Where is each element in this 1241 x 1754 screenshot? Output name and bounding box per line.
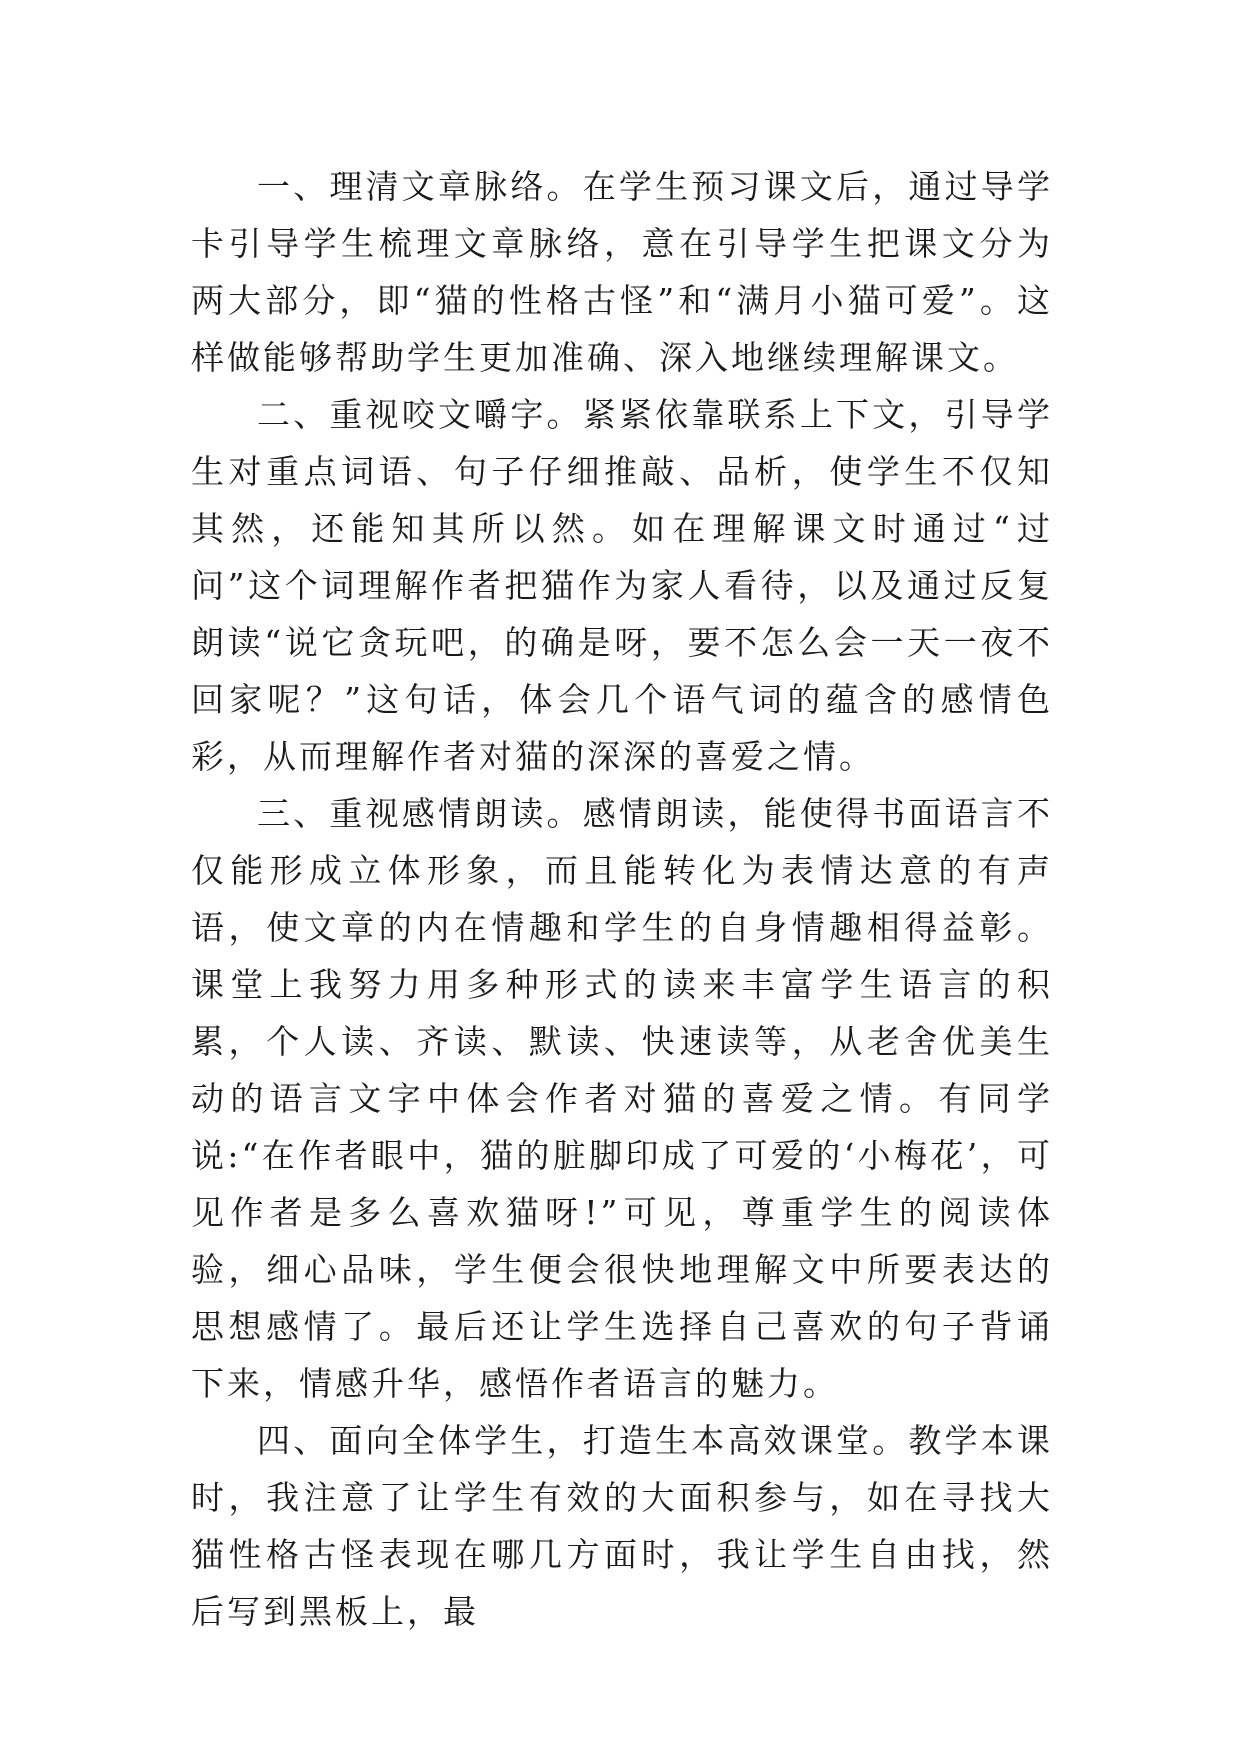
paragraph-3: 三、重视感情朗读。感情朗读，能使得书面语言不仅能形成立体形象，而且能转化为表情达意的有声语，使文章的内在情趣和学生的自身情趣相得益彰。课堂上我努力用多种形式的读来丰富学生语言的积累，个人读、齐读、默读、快速读等，从老舍优美生动的语言文字中体会作者对猫的喜爱之情。有同学说:“在作者眼中，猫的脏脚印成了可爱的‘小梅花’，可见作者是多么喜欢猫呀!”可见，尊重学生的阅读体验，细心品味，学生便会很快地理解文中所要表达的思想感情了。最后还让学生选择自己喜欢的句子背诵下来，情感升华，感悟作者语言的魅力。	[191, 794, 1053, 1403]
document-body	[191, 158, 1053, 1640]
paragraph-1: 一、理清文章脉络。在学生预习课文后，通过导学卡引导学生梳理文章脉络，意在引导学生把课文分为两大部分，即“猫的性格古怪”和“满月小猫可爱”。这样做能够帮助学生更加准确、深入地继续理解课文。	[191, 167, 1053, 377]
paragraph-2: 二、重视咬文嚼字。紧紧依靠联系上下文，引导学生对重点词语、句子仔细推敲、品析，使学生不仅知其然，还能知其所以然。如在理解课文时通过“过问”这个词理解作者把猫作为家人看待，以及通过反复朗读“说它贪玩吧，的确是呀，要不怎么会一天一夜不回家呢？”这句话，体会几个语气词的蕴含的感情色彩，从而理解作者对猫的深深的喜爱之情。	[191, 395, 1053, 776]
paragraph-4: 四、面向全体学生，打造生本高效课堂。教学本课时，我注意了让学生有效的大面积参与，如在寻找大猫性格古怪表现在哪几方面时，我让学生自由找，然后写到黑板上，最	[191, 1421, 1053, 1631]
